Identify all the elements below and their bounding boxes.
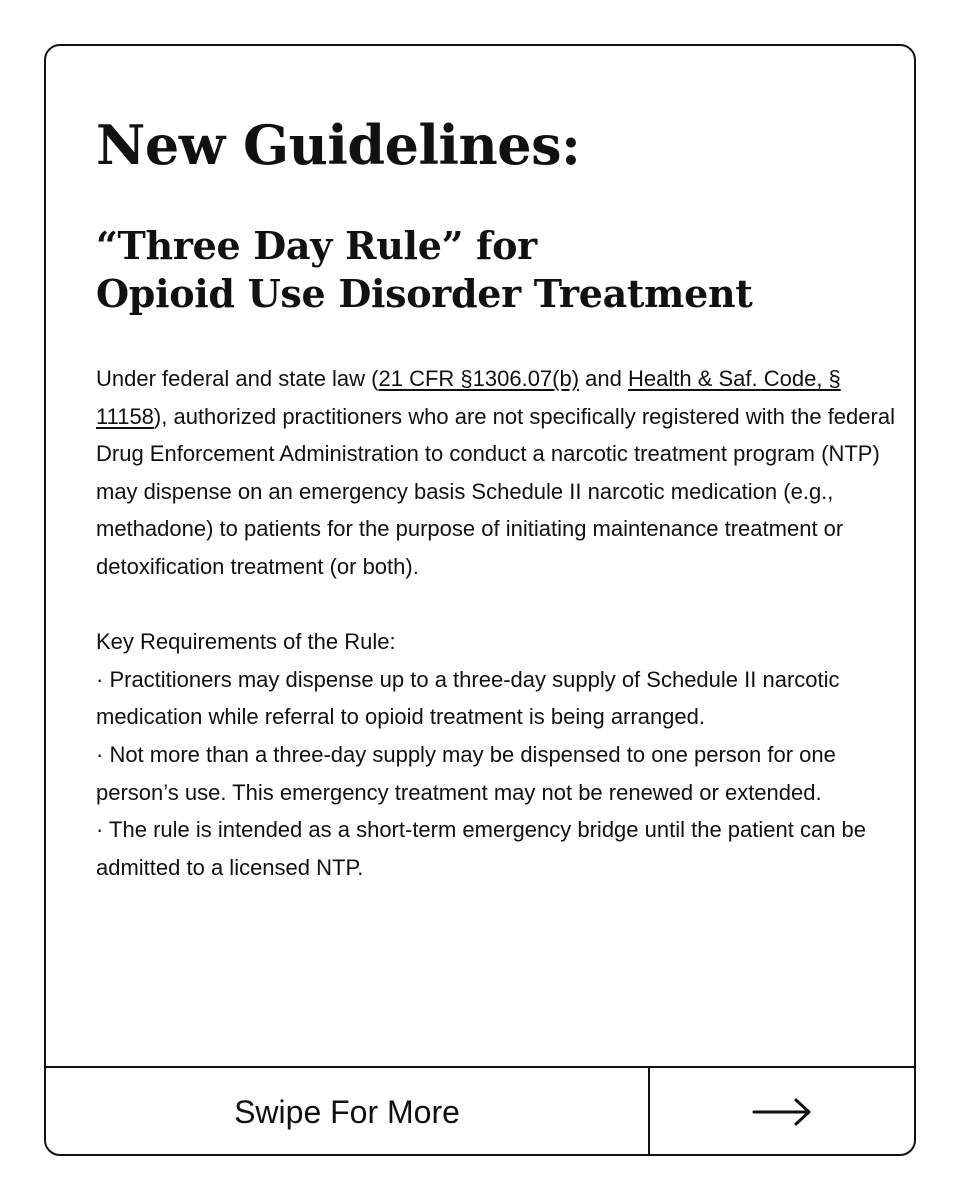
requirement-item: · Not more than a three-day supply may be dispensed to one person for one person’s use. This emergency treatment may not be renewed or extended. [96, 741, 836, 805]
paragraph-spacer [96, 586, 896, 624]
intro-prefix: Under federal and state law ( [96, 366, 379, 391]
requirement-item: · The rule is intended as a short-term emergency bridge until the patient can be admitted to a licensed NTP. [96, 817, 867, 880]
card-footer [46, 1066, 914, 1156]
subtitle-line-1: “Three Day Rule” for [96, 223, 537, 268]
intro-paragraph [96, 360, 896, 586]
health-safety-code-link[interactable]: Health & Saf. Code, § 11158 [96, 366, 841, 429]
intro-suffix: ), authorized practitioners who are not specifically registered with the federal Drug Enforcement Administration to conduct a narcotic treatment program (NTP) may dispense on an emergency basis Schedule II narcotic medication (e.g., methadone) to patients for the purpose of initiating maintenance treatment or detoxification treatment (or both). [96, 403, 895, 579]
page-title: New Guidelines: [96, 113, 581, 177]
requirement-item: · Practitioners may dispense up to a three-day supply of Schedule II narcotic medication while referral to opioid treatment is being arranged. [96, 666, 840, 730]
body-text [96, 360, 896, 886]
cfr-citation-link[interactable]: 21 CFR §1306.07(b) [378, 366, 580, 391]
info-card [44, 44, 916, 1156]
subtitle-line-2: Opioid Use Disorder Treatment [96, 271, 753, 316]
requirements-heading: Key Requirements of the Rule: [96, 629, 396, 655]
subtitle [96, 222, 753, 318]
next-button[interactable] [650, 1068, 914, 1156]
swipe-for-more-button[interactable]: Swipe For More [46, 1068, 650, 1156]
arrow-right-icon [752, 1097, 812, 1127]
intro-middle: and [579, 366, 628, 391]
